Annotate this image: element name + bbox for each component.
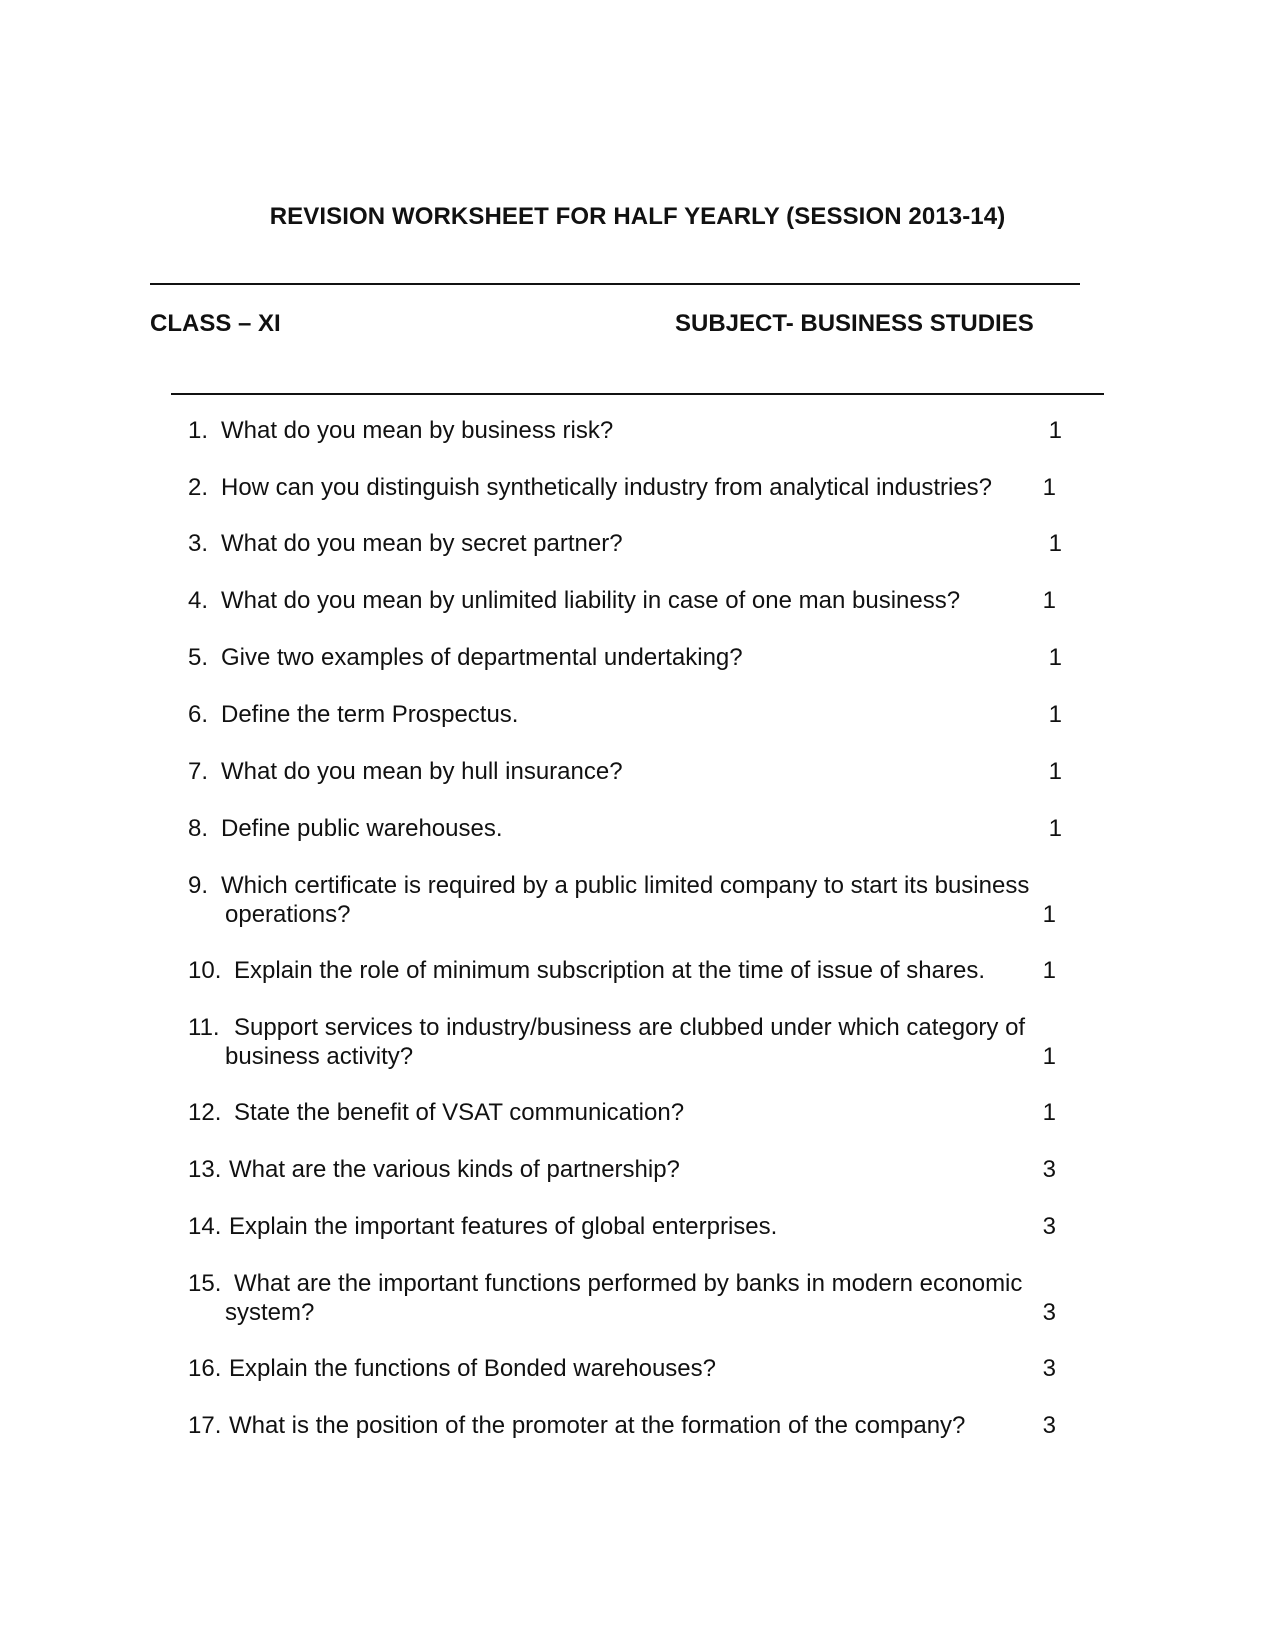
question-text: How can you distinguish synthetically industry from analytical industries? [221,474,993,501]
question-text-continued: operations? [225,901,351,928]
question-number: 16. [188,1355,222,1382]
question-number: 13. [188,1156,222,1183]
question-marks: 1 [1042,1099,1056,1126]
question-text: What are the important functions performed by banks in modern economic [234,1270,1023,1297]
class-label: CLASS – XI [150,310,281,337]
question-marks: 1 [1048,644,1062,671]
question-marks: 1 [1048,417,1062,444]
question-number: 8. [188,815,209,842]
divider-bottom [171,393,1104,395]
question-12 [188,1098,1064,1127]
question-6 [188,700,1064,729]
question-text: Explain the functions of Bonded warehouses? [229,1355,716,1382]
question-1 [188,416,1064,445]
question-number: 10. [188,957,222,984]
question-marks: 1 [1048,701,1062,728]
question-text: Explain the role of minimum subscription at the time of issue of shares. [234,957,986,984]
question-text-continued: system? [225,1299,315,1326]
question-marks: 3 [1042,1412,1056,1439]
question-16 [188,1354,1064,1383]
question-number: 6. [188,701,209,728]
question-number: 15. [188,1270,222,1297]
question-3 [188,529,1064,558]
question-text: Which certificate is required by a public limited company to start its business [221,872,1030,899]
question-marks: 1 [1048,530,1062,557]
question-text: What is the position of the promoter at the formation of the company? [229,1412,966,1439]
question-text: Explain the important features of global enterprises. [229,1213,778,1240]
question-text: What are the various kinds of partnership? [229,1156,680,1183]
question-marks: 3 [1042,1156,1056,1183]
question-number: 1. [188,417,209,444]
question-number: 3. [188,530,209,557]
question-text: Define public warehouses. [221,815,503,842]
question-marks: 1 [1048,758,1062,785]
question-11 [188,1013,1064,1071]
divider-top [150,283,1080,285]
question-marks: 3 [1042,1355,1056,1382]
question-15 [188,1269,1064,1327]
question-text: Define the term Prospectus. [221,701,519,728]
worksheet-title: REVISION WORKSHEET FOR HALF YEARLY (SESSION 2013-14) [269,203,1006,230]
question-marks: 1 [1042,901,1056,928]
question-text: What do you mean by business risk? [221,417,614,444]
question-text-continued: business activity? [225,1043,414,1070]
question-9 [188,871,1064,929]
question-number: 17. [188,1412,222,1439]
question-number: 4. [188,587,209,614]
question-text: What do you mean by hull insurance? [221,758,623,785]
question-number: 2. [188,474,209,501]
question-text: What do you mean by secret partner? [221,530,623,557]
question-marks: 1 [1048,815,1062,842]
question-marks: 1 [1042,1043,1056,1070]
question-5 [188,643,1064,672]
question-marks: 3 [1042,1299,1056,1326]
question-2 [188,473,1064,502]
question-number: 14. [188,1213,222,1240]
question-13 [188,1155,1064,1184]
question-text: Give two examples of departmental undertaking? [221,644,743,671]
question-text: State the benefit of VSAT communication? [234,1099,685,1126]
subject-label: SUBJECT- BUSINESS STUDIES [675,310,1034,337]
question-text: What do you mean by unlimited liability in case of one man business? [221,587,961,614]
question-text: Support services to industry/business are clubbed under which category of [234,1014,1026,1041]
question-marks: 3 [1042,1213,1056,1240]
question-number: 11. [188,1014,220,1041]
question-marks: 1 [1042,957,1056,984]
question-7 [188,757,1064,786]
question-14 [188,1212,1064,1241]
question-number: 12. [188,1099,222,1126]
question-number: 5. [188,644,209,671]
question-4 [188,586,1064,615]
question-marks: 1 [1042,587,1056,614]
question-17 [188,1411,1064,1440]
question-number: 7. [188,758,209,785]
question-marks: 1 [1042,474,1056,501]
question-8 [188,814,1064,843]
question-10 [188,956,1064,985]
question-number: 9. [188,872,209,899]
